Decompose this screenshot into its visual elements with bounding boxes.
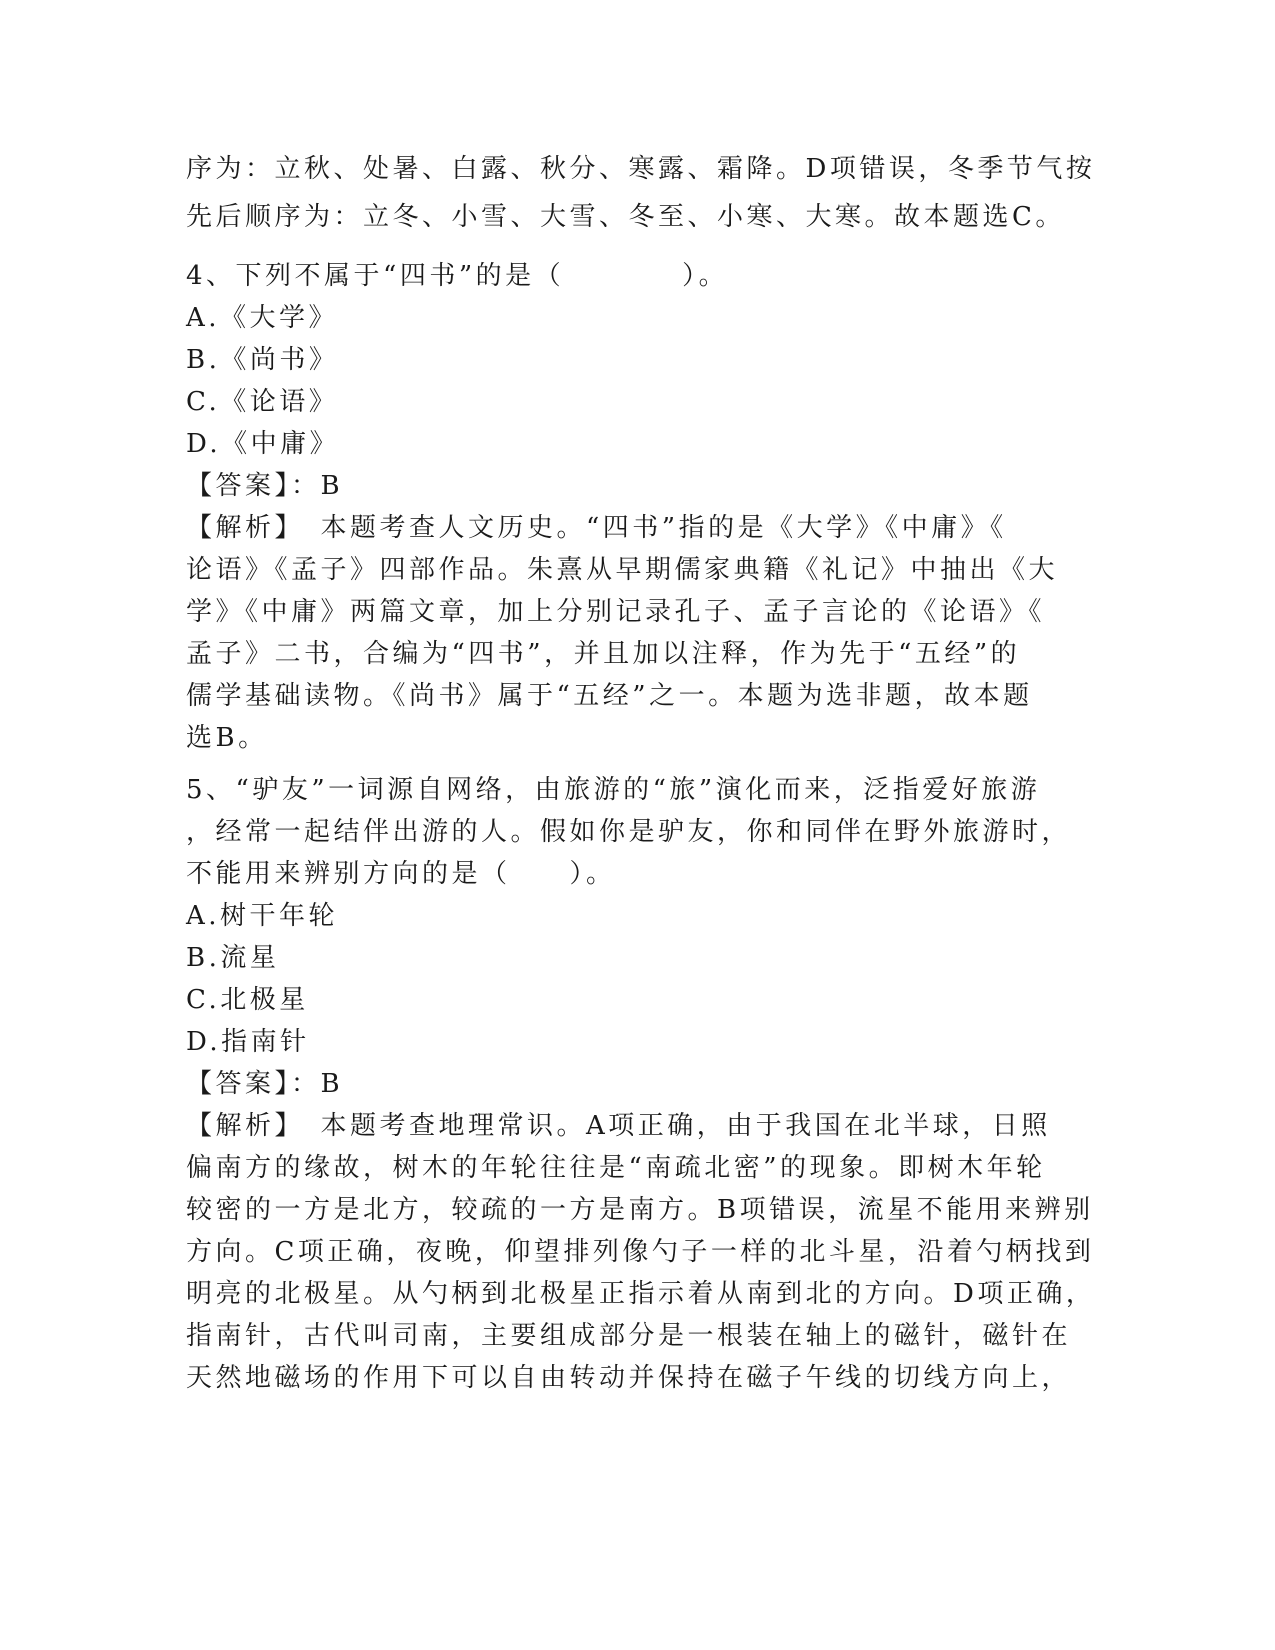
explanation-line: 【解析】 本题考查地理常识。A项正确，由于我国在北半球，日照 xyxy=(186,1111,1051,1141)
option-b: B.流星 xyxy=(186,943,280,973)
explanation-line: 孟子》二书，合编为“四书”，并且加以注释，作为先于“五经”的 xyxy=(186,639,1021,669)
explanation-line: 选B。 xyxy=(186,723,268,753)
question-5-stem-line: ，经常一起结伴出游的人。假如你是驴友，你和同伴在野外旅游时， xyxy=(186,817,1072,847)
answer-label: 【答案】：B xyxy=(186,471,344,501)
explanation-line: 指南针，古代叫司南，主要组成部分是一根装在轴上的磁针，磁针在 xyxy=(186,1321,1072,1351)
option-c: C.《论语》 xyxy=(186,387,339,417)
question-5-stem-line: 不能用来辨别方向的是（ ）。 xyxy=(186,859,616,889)
explanation-line: 儒学基础读物。《尚书》属于“五经”之一。本题为选非题，故本题 xyxy=(186,681,1033,711)
text-line: 序为：立秋、处暑、白露、秋分、寒露、霜降。D项错误，冬季节气按 xyxy=(186,154,1096,184)
text-line: 先后顺序为：立冬、小雪、大雪、冬至、小寒、大寒。故本题选C。 xyxy=(186,202,1065,232)
option-a: A.树干年轮 xyxy=(186,901,339,931)
question-4-stem: 4、下列不属于“四书”的是（ ）。 xyxy=(186,261,729,291)
explanation-line: 明亮的北极星。从勺柄到北极星正指示着从南到北的方向。D项正确， xyxy=(186,1279,1096,1309)
option-d: D.指南针 xyxy=(186,1027,310,1057)
explanation-line: 偏南方的缘故，树木的年轮往往是“南疏北密”的现象。即树木年轮 xyxy=(186,1153,1046,1183)
option-c: C.北极星 xyxy=(186,985,309,1015)
option-b: B.《尚书》 xyxy=(186,345,339,375)
question-5-stem-line: 5、“驴友”一词源自网络，由旅游的“旅”演化而来，泛指爱好旅游 xyxy=(186,775,1041,805)
explanation-line: 论语》《孟子》四部作品。朱熹从早期儒家典籍《礼记》中抽出《大 xyxy=(186,555,1059,585)
explanation-line: 较密的一方是北方，较疏的一方是南方。B项错误，流星不能用来辨别 xyxy=(186,1195,1094,1225)
explanation-line: 方向。C项正确，夜晚，仰望排列像勺子一样的北斗星，沿着勺柄找到 xyxy=(186,1237,1095,1267)
page-content xyxy=(186,145,1096,1399)
answer-label: 【答案】：B xyxy=(186,1069,344,1099)
question-5 xyxy=(186,769,1096,1399)
explanation-line: 学》《中庸》两篇文章，加上分别记录孔子、孟子言论的《论语》《 xyxy=(186,597,1046,627)
explanation-line: 【解析】 本题考查人文历史。“四书”指的是《大学》《中庸》《 xyxy=(186,513,1007,543)
option-d: D.《中庸》 xyxy=(186,429,340,459)
previous-explanation-tail xyxy=(186,145,1096,241)
explanation-line: 天然地磁场的作用下可以自由转动并保持在磁子午线的切线方向上， xyxy=(186,1363,1072,1393)
option-a: A.《大学》 xyxy=(186,303,339,333)
question-4 xyxy=(186,255,1086,759)
